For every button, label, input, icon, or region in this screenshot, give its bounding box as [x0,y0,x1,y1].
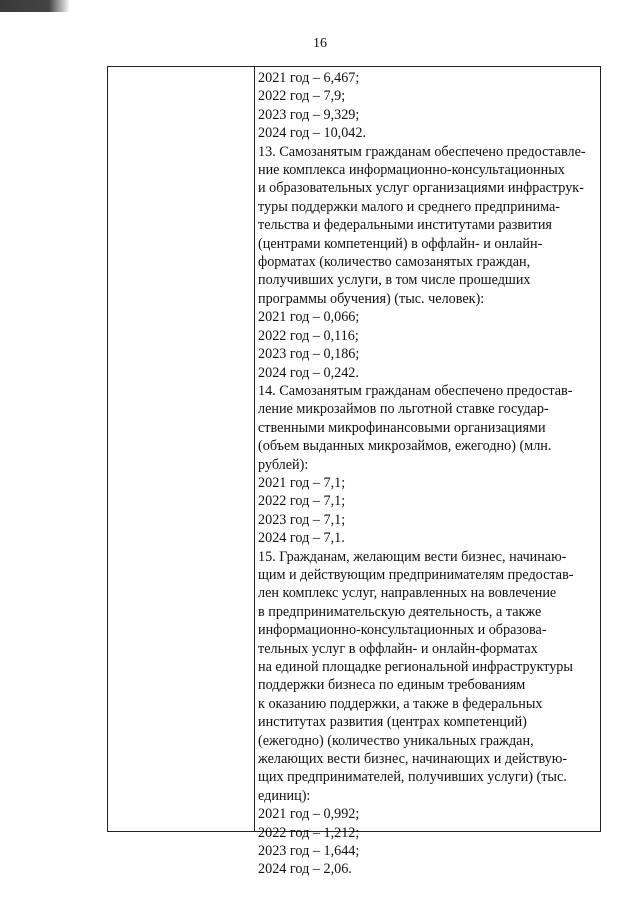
text-line: (ежегодно) (количество уникальных граждан, [258,732,534,749]
text-line: на единой площадке региональной инфраструктуры [258,659,573,675]
text-line: 2022 год – 1,212; [258,824,360,841]
text-line: 13. Самозанятым гражданам обеспечено предоставле- [258,143,586,160]
text-line: желающих вести бизнес, начинающих и действую- [258,751,568,768]
text-line: поддержки бизнеса по единым требованиям [258,677,526,694]
text-line: 2022 год – 7,1; [258,493,346,510]
text-line: институтах развития (центрах компетенций) [258,714,527,731]
text-line: туры поддержки малого и среднего предпринима- [258,198,561,215]
text-line: ние комплекса информационно-консультационных [258,162,565,179]
text-line: 2023 год – 0,186; [258,346,360,363]
text-line: информационно-консультационных и образова- [258,622,547,639]
text-line: 2024 год – 10,042. [258,125,367,142]
table-right-cell [258,69,596,878]
text-line: 2021 год – 0,992; [258,806,360,823]
text-line: лен комплекс услуг, направленных на вовлечение [258,585,557,602]
text-line: 2024 год – 2,06. [258,861,352,878]
text-line: получивших услуги, в том числе прошедших [258,272,531,289]
text-line: в предпринимательскую деятельность, а также [258,603,542,620]
document-table [107,66,601,878]
text-line: единиц): [258,787,311,804]
text-line: 2024 год – 0,242. [258,364,359,381]
text-line: к оказанию поддержки, а также в федеральных [258,695,543,712]
text-line: ление микрозаймов по льготной ставке государ- [258,401,549,418]
text-line: ственными микрофинансовыми организациями [258,419,546,436]
text-line: 2022 год – 0,116; [258,327,359,344]
table-left-cell [108,67,254,831]
text-line: (центрами компетенций) в оффлайн- и онлайн- [258,235,543,252]
text-line: программы обучения) (тыс. человек): [258,290,485,307]
text-line: 2023 год – 1,644; [258,843,360,860]
text-line: щим и действующим предпринимателям предостав- [258,566,574,583]
text-line: 15. Гражданам, желающим вести бизнес, начинаю- [258,548,567,565]
scan-artifact [0,0,70,12]
text-line: 14. Самозанятым гражданам обеспечено предостав- [258,382,573,399]
text-line: рублей): [258,456,309,473]
text-line: щих предпринимателей, получивших услуги) (тыс. [258,769,567,786]
text-line: 2022 год – 7,9; [258,88,346,105]
text-line: тельства и федеральными институтами развития [258,217,552,234]
text-line: тельных услуг в оффлайн- и онлайн-форматах [258,640,538,657]
text-line: (объем выданных микрозаймов, ежегодно) (млн. [258,438,552,455]
text-line: 2021 год – 7,1; [258,474,346,491]
text-line: и образовательных услуг организациями инфраструк- [258,180,584,197]
text-line: форматах (количество самозанятых граждан, [258,254,531,271]
text-line: 2023 год – 7,1; [258,511,346,528]
text-line: 2021 год – 0,066; [258,309,360,326]
page-number: 16 [313,36,327,51]
text-line: 2023 год – 9,329; [258,106,360,123]
column-divider [254,67,255,831]
text-line: 2021 год – 6,467; [258,70,360,86]
text-line: 2024 год – 7,1. [258,530,345,547]
